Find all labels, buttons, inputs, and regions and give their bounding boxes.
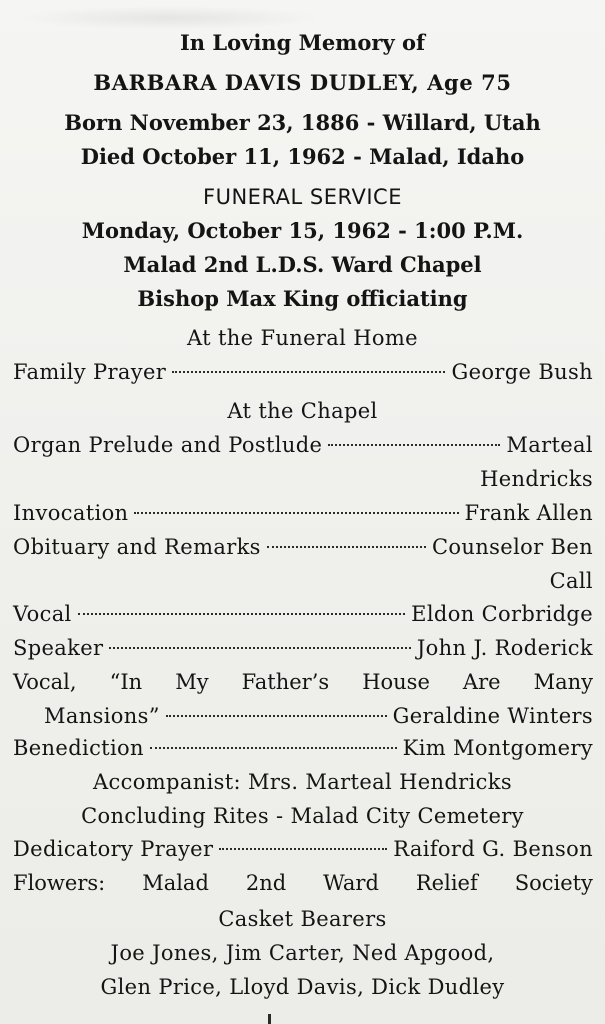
program-person-continued: Hendricks [480,467,593,491]
program-person: Geraldine Winters [392,704,593,728]
program-row-family-prayer [13,355,593,389]
program-row-organ [13,428,593,462]
program-role: Mansions” [44,704,160,728]
dot-leader [78,613,406,615]
program-row-benediction [13,731,593,765]
bearers-line-2: Glen Price, Lloyd Davis, Dick Dudley [100,975,505,999]
chapel-heading: At the Chapel [227,399,378,423]
program-role: Benediction [13,736,144,760]
song-word: My [175,670,209,694]
funeral-home-heading: At the Funeral Home [187,326,418,350]
flowers-word: 2nd [245,871,287,895]
program-person: Frank Allen [464,501,593,525]
song-word: “In [109,670,143,694]
program-person: Counselor Ben [432,535,593,559]
flowers-word: Society [514,871,593,895]
program-person: George Bush [451,360,593,384]
deceased-name: BARBARA DAVIS DUDLEY, Age 75 [93,70,512,95]
program-row-vocal-song-cont [44,699,593,733]
dot-leader [267,546,426,548]
program-row-vocal [13,597,593,631]
dot-leader [166,715,387,717]
flowers-word: Ward [323,871,379,895]
song-word: Father’s [241,670,330,694]
bearers-line-1: Joe Jones, Jim Carter, Ned Apgood, [110,941,495,965]
song-word: Vocal, [13,670,77,694]
program-person: John J. Roderick [416,636,593,660]
service-title: FUNERAL SERVICE [203,185,402,209]
birth-line: Born November 23, 1886 - Willard, Utah [64,110,541,135]
dot-leader [134,512,458,514]
program-row-dedicatory [13,832,593,866]
service-date: Monday, October 15, 1962 - 1:00 P.M. [81,218,524,243]
dot-leader [328,444,500,446]
song-word: Are [462,670,501,694]
song-word: House [362,670,430,694]
dot-leader [109,647,410,649]
program-role: Obituary and Remarks [13,535,261,559]
program-role: Dedicatory Prayer [13,837,214,861]
flowers-word: Relief [415,871,478,895]
dot-leader [150,747,397,749]
program-person: Marteal [506,433,593,457]
program-role: Invocation [13,501,129,525]
song-word: Many [533,670,593,694]
flowers-word: Malad [142,871,209,895]
flowers-line [13,866,593,900]
program-row-obituary [13,530,593,564]
program-role: Family Prayer [13,360,167,384]
flowers-word: Flowers: [13,871,106,895]
dot-leader [172,371,445,373]
program-person: Eldon Corbridge [411,602,593,626]
program-person-continued: Call [549,569,593,593]
officiant-line: Bishop Max King officiating [137,286,468,311]
program-row-vocal-song [13,665,593,699]
program-person: Raiford G. Benson [393,837,593,861]
chapel-line: Malad 2nd L.D.S. Ward Chapel [123,252,482,277]
print-mark [268,1014,271,1024]
program-role: Vocal [13,602,72,626]
dot-leader [219,848,387,850]
program-row-speaker [13,631,593,665]
bearers-heading: Casket Bearers [218,907,387,931]
accompanist-line: Accompanist: Mrs. Marteal Hendricks [93,770,512,794]
concluding-rites-line: Concluding Rites - Malad City Cemetery [81,804,524,828]
program-row-invocation [13,496,593,530]
program-role: Organ Prelude and Postlude [13,433,323,457]
program-role: Speaker [13,636,104,660]
death-line: Died October 11, 1962 - Malad, Idaho [80,144,525,169]
program-person: Kim Montgomery [402,736,593,760]
card-heading: In Loving Memory of [179,30,426,55]
